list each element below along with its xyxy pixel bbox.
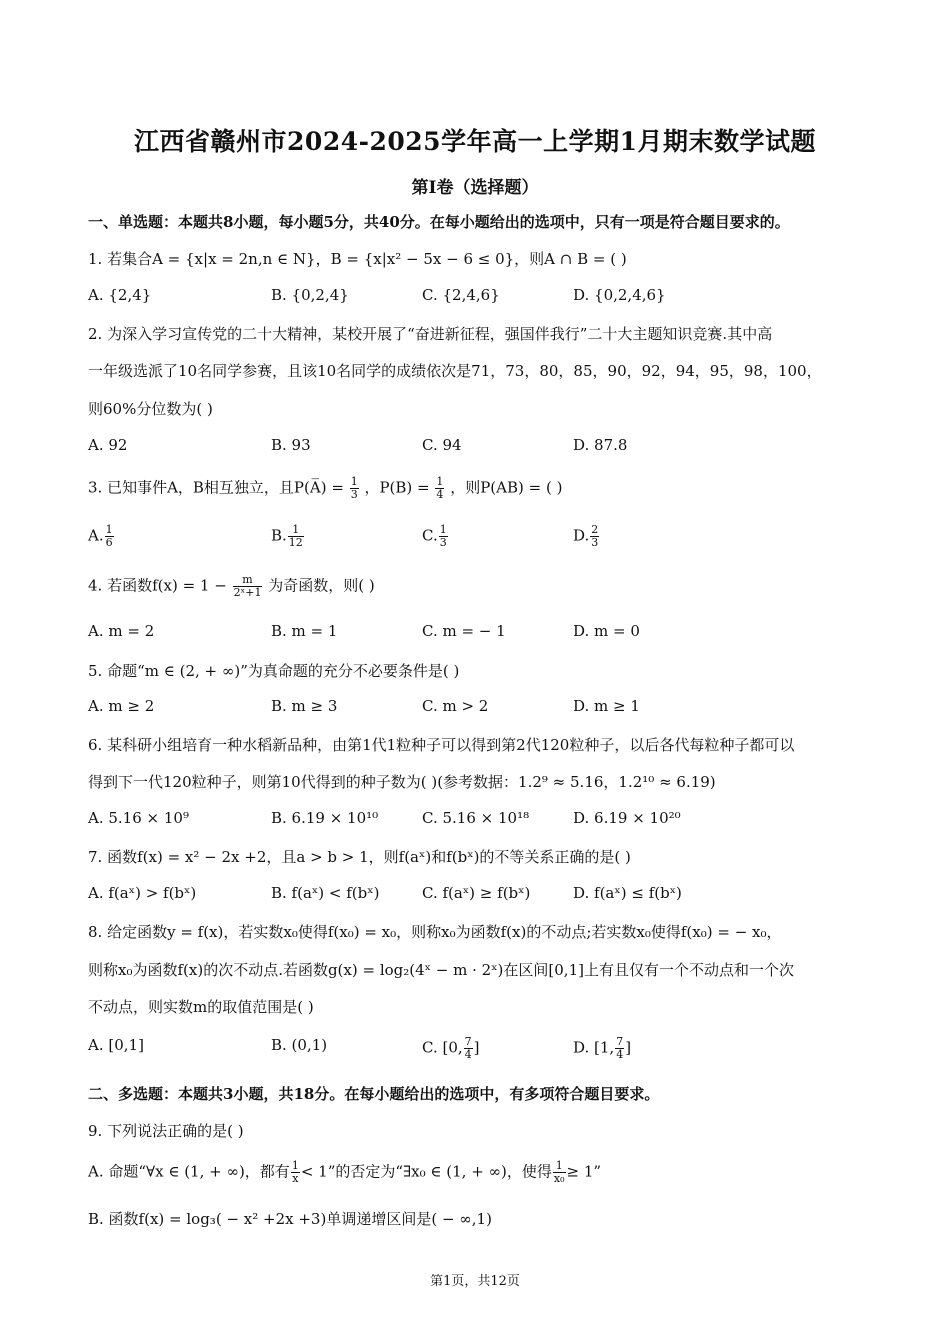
question-4-stem-part-2: 为奇函数，则( ) (268, 576, 375, 595)
question-6-line-1: 6. 某科研小组培育一种水稻新品种，由第1代1粒种子可以得到第2代120粒种子，以后各代每粒种子都可以 (88, 736, 795, 754)
question-8-option-d (573, 1036, 631, 1061)
question-3-fraction-2 (435, 476, 444, 501)
fraction-numerator: 1 (105, 523, 113, 536)
question-7-option-d: D. f(aˣ) ≤ f(bˣ) (573, 884, 682, 902)
question-3-option-c (422, 524, 449, 549)
fraction-denominator: 3 (350, 488, 358, 501)
fraction-numerator: 1 (436, 475, 444, 488)
question-7-stem: 7. 函数f(x) = x² − 2x +2，且a > b > 1，则f(aˣ)和f(bˣ)的不等关系正确的是( ) (88, 848, 631, 866)
fraction-numerator: 1 (288, 524, 304, 537)
question-8-line-3: 不动点，则实数m的取值范围是( ) (88, 998, 314, 1016)
option-prefix: D. [1, (573, 1038, 615, 1057)
question-6-option-b: B. 6.19 × 10¹⁰ (271, 809, 379, 827)
section-heading-single-choice: 一、单选题：本题共8小题，每小题5分，共40分。在每小题给出的选项中，只有一项是符合题目要求的。 (88, 213, 790, 231)
question-6-option-a: A. 5.16 × 10⁹ (88, 809, 189, 827)
section-heading-multiple-choice: 二、多选题：本题共3小题，共18分。在每小题给出的选项中，有多项符合题目要求。 (88, 1085, 660, 1103)
option-a-part-2: < 1”的否定为“∃x₀ ∈ (1, + ∞)，使得 (300, 1162, 552, 1181)
option-fraction (439, 524, 448, 549)
question-6-options (88, 809, 888, 833)
question-1-stem: 1. 若集合A = {x|x = 2n,n ∈ N}，B = {x|x² − 5x − 6 ≤ 0}，则A ∩ B = ( ) (88, 250, 627, 268)
fraction-numerator: m (233, 574, 263, 587)
question-5-option-a: A. m ≥ 2 (88, 697, 155, 715)
fraction-numerator: 1 (553, 1160, 566, 1173)
question-7-option-c: C. f(aˣ) ≥ f(bˣ) (422, 884, 531, 902)
option-label: C. (422, 526, 438, 545)
option-fraction (615, 1036, 624, 1061)
question-3-option-a (88, 524, 115, 549)
question-4-option-c: C. m = − 1 (422, 622, 506, 640)
question-2-option-d: D. 87.8 (573, 436, 628, 454)
question-4-options (88, 622, 888, 646)
option-fraction (590, 524, 599, 549)
question-4-option-b: B. m = 1 (271, 622, 338, 640)
question-3-option-b (271, 524, 305, 549)
question-4-fraction (233, 574, 263, 599)
question-4-option-d: D. m = 0 (573, 622, 640, 640)
question-3-stem-part-3: ，则P(AB) = ( ) (450, 478, 563, 497)
question-2-line-3: 则60%分位数为( ) (88, 400, 213, 418)
option-a-fraction-2 (553, 1160, 566, 1185)
question-7-options (88, 884, 888, 908)
fraction-denominator: 4 (436, 488, 444, 501)
question-1-options (88, 286, 888, 310)
question-4-stem (88, 574, 375, 599)
question-8-option-c (422, 1036, 480, 1061)
question-8-line-2: 则称x₀为函数f(x)的次不动点.若函数g(x) = log₂(4ˣ − m · 2ˣ)在区间[0,1]上有且仅有一个不动点和一个次 (88, 961, 794, 979)
question-5-option-c: C. m > 2 (422, 697, 489, 715)
option-prefix: C. [0, (422, 1038, 463, 1057)
option-fraction (464, 1036, 473, 1061)
question-5-options (88, 697, 888, 721)
question-9-stem: 9. 下列说法正确的是( ) (88, 1122, 244, 1140)
option-suffix: ] (625, 1038, 632, 1057)
question-3-stem-part-1: 3. 已知事件A，B相互独立，且P(A̅) = (88, 478, 344, 497)
page-number-footer: 第1页，共12页 (430, 1274, 520, 1289)
question-2-line-2: 一年级选派了10名同学参赛，且该10名同学的成绩依次是71，73，80，85，90，92，94，95，98，100， (88, 362, 822, 380)
fraction-denominator: x (292, 1172, 299, 1185)
fraction-denominator: 2ˣ+1 (233, 586, 262, 599)
question-8-line-1: 8. 给定函数y = f(x)，若实数x₀使得f(x₀) = x₀，则称x₀为函数f(x)的不动点;若实数x₀使得f(x₀) = − x₀， (88, 923, 782, 941)
question-9-option-a (88, 1160, 601, 1185)
question-5-stem: 5. 命题“m ∈ (2, + ∞)”为真命题的充分不必要条件是( ) (88, 662, 460, 680)
question-1-option-a: A. {2,4} (88, 286, 152, 304)
fraction-numerator: 2 (591, 523, 599, 536)
question-2-line-1: 2. 为深入学习宣传党的二十大精神，某校开展了“奋进新征程，强国伴我行”二十大主题知识竞赛.其中高 (88, 325, 773, 343)
question-8-option-a: A. [0,1] (88, 1036, 144, 1054)
question-1-option-b: B. {0,2,4} (271, 286, 349, 304)
question-6-line-2: 得到下一代120粒种子，则第10代得到的种子数为( )(参考数据：1.2⁹ ≈ 5.16，1.2¹⁰ ≈ 6.19) (88, 773, 716, 791)
fraction-numerator: 1 (350, 475, 358, 488)
question-3-option-d (573, 524, 600, 549)
question-3-fraction-1 (350, 476, 359, 501)
fraction-denominator: 6 (105, 536, 113, 549)
option-label: D. (573, 526, 590, 545)
option-a-part-1: A. 命题“∀x ∈ (1, + ∞)，都有 (88, 1162, 290, 1181)
question-7-option-b: B. f(aˣ) < f(bˣ) (271, 884, 380, 902)
fraction-denominator: 4 (616, 1048, 624, 1061)
question-7-option-a: A. f(aˣ) > f(bˣ) (88, 884, 197, 902)
question-4-stem-part-1: 4. 若函数f(x) = 1 − (88, 576, 227, 595)
question-4-option-a: A. m = 2 (88, 622, 155, 640)
question-3-options (88, 524, 888, 554)
fraction-denominator: 4 (464, 1048, 472, 1061)
question-1-option-c: C. {2,4,6} (422, 286, 500, 304)
volume-subtitle: 第I卷（选择题） (411, 178, 539, 198)
question-2-option-a: A. 92 (88, 436, 128, 454)
fraction-denominator: 12 (288, 536, 303, 549)
question-5-option-d: D. m ≥ 1 (573, 697, 640, 715)
question-3-stem-part-2: ，P(B) = (364, 478, 430, 497)
option-a-part-3: ≥ 1” (566, 1162, 602, 1181)
option-label: A. (88, 526, 104, 545)
option-suffix: ] (473, 1038, 480, 1057)
question-3-stem (88, 476, 562, 501)
fraction-numerator: 7 (464, 1035, 472, 1048)
option-label: B. (271, 526, 287, 545)
question-5-option-b: B. m ≥ 3 (271, 697, 338, 715)
fraction-denominator: x₀ (553, 1172, 565, 1185)
fraction-denominator: 3 (439, 536, 447, 549)
question-6-option-d: D. 6.19 × 10²⁰ (573, 809, 681, 827)
question-9-option-b: B. 函数f(x) = log₃( − x² +2x +3)单调递增区间是( − ∞,1) (88, 1210, 492, 1228)
question-2-option-c: C. 94 (422, 436, 462, 454)
question-8-option-b: B. (0,1) (271, 1036, 328, 1054)
fraction-numerator: 1 (291, 1159, 299, 1172)
question-6-option-c: C. 5.16 × 10¹⁸ (422, 809, 530, 827)
option-fraction (288, 524, 304, 549)
fraction-numerator: 1 (439, 523, 447, 536)
question-8-options (88, 1036, 888, 1066)
page-title: 江西省赣州市2024-2025学年高一上学期1月期末数学试题 (134, 127, 816, 156)
option-a-fraction-1 (291, 1160, 300, 1185)
question-2-options (88, 436, 888, 460)
fraction-denominator: 3 (591, 536, 599, 549)
fraction-numerator: 7 (616, 1035, 624, 1048)
question-1-option-d: D. {0,2,4,6} (573, 286, 666, 304)
question-2-option-b: B. 93 (271, 436, 311, 454)
option-fraction (105, 524, 114, 549)
